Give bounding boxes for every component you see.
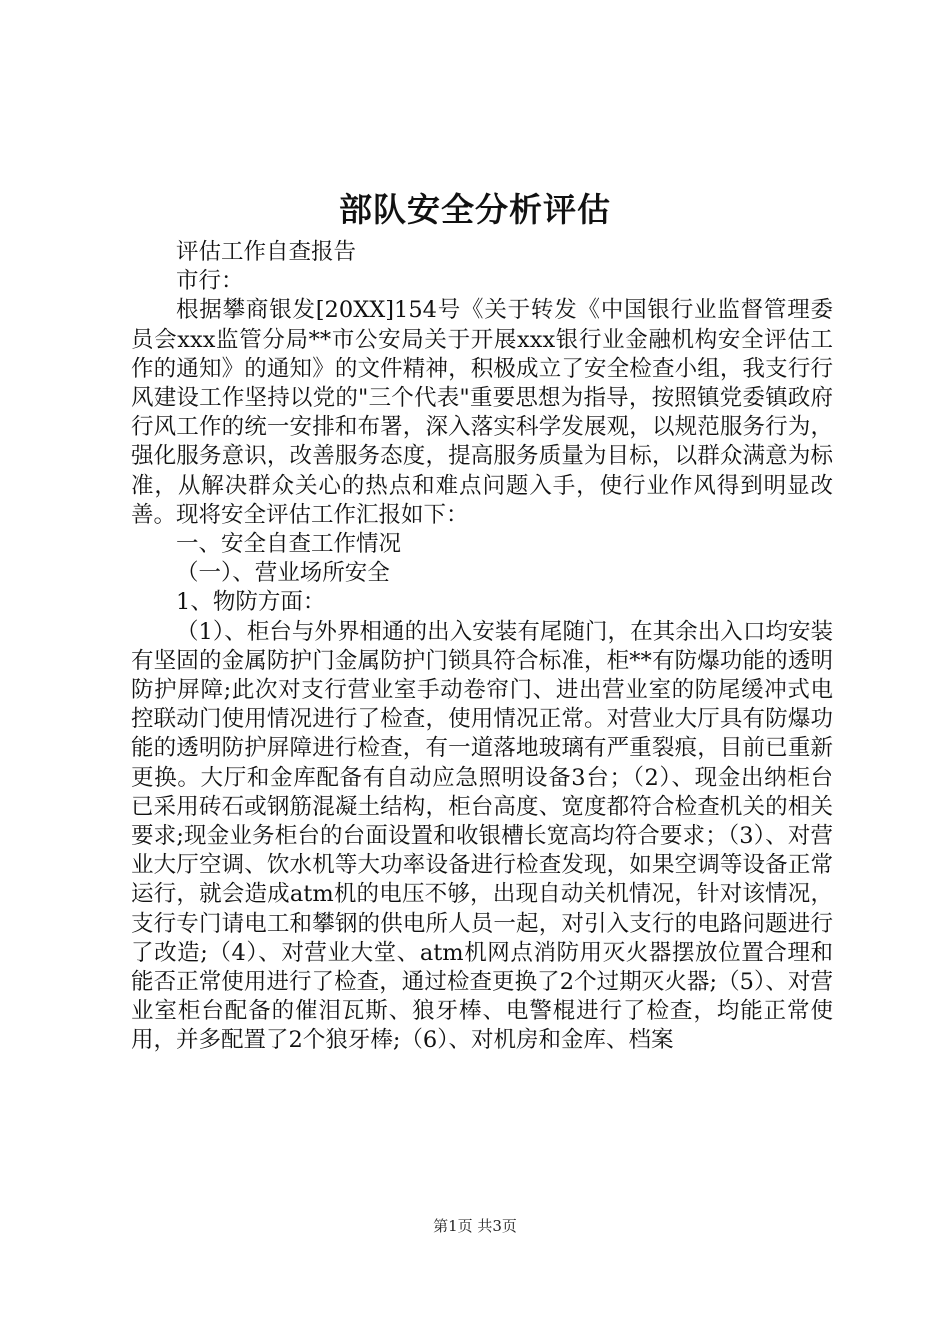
salutation: 市行： xyxy=(176,268,244,295)
document-title: 部队安全分析评估 xyxy=(339,190,611,229)
details-paragraph: （1）、柜台与外界相通的出入安装有尾随门，在其余出入口均安装有坚固的金属防护门金属防护门锁具符合标准，柜**有防爆功能的透明防护屏障;此次对支行营业室手动卷帘门、进出营业室的防尾缓冲式电控联动门使用情况进行了检查，使用情况正常。对营业大厅具有防爆功能的透明防护屏障进行检查，有一道落地玻璃有严重裂痕，目前已重新更换。大厅和金库配备有自动应急照明设备3台；（2）、现金出纳柜台已采用砖石或钢筋混凝土结构，柜台高度、宽度都符合检查机关的相关要求;现金业务柜台的台面设置和收银槽长宽高均符合要求；（3）、对营业大厅空调、饮水机等大功率设备进行检查发现，如果空调等设备正常运行，就会造成atm机的电压不够，出现自动关机情况，针对该情况，支行专门请电工和攀钢的供电所人员一起，对引入支行的电路问题进行了改造;（4）、对营业大堂、atm机网点消防用灭火器摆放位置合理和能否正常使用进行了检查，通过检查更换了2个过期灭火器;（5）、对营业室柜台配备的催泪瓦斯、狼牙棒、电警棍进行了检查，均能正常使用，并多配置了2个狼牙棒;（6）、对机房和金库、档案 xyxy=(131,618,833,1054)
item-heading: 1、物防方面： xyxy=(176,589,326,616)
section-heading: 一、安全自查工作情况 xyxy=(176,531,402,558)
document-body xyxy=(131,238,833,1056)
intro-paragraph: 根据攀商银发[20XX]154号《关于转发《中国银行业监督管理委员会xxx监管分局**市公安局关于开展xxx银行业金融机构安全评估工作的通知》的通知》的文件精神，积极成立了安全检查小组，我支行行风建设工作坚持以党的"三个代表"重要思想为指导，按照镇党委镇政府行风工作的统一安排和布署，深入落实科学发展观，以规范服务行为，强化服务意识，改善服务态度，提高服务质量为目标，以群众满意为标准，从解决群众关心的热点和难点问题入手，使行业作风得到明显改善。现将安全评估工作汇报如下： xyxy=(131,297,833,528)
subsection-heading: （一）、营业场所安全 xyxy=(176,560,390,587)
report-subtitle: 评估工作自查报告 xyxy=(176,239,357,265)
page-number-footer: 第1页 共3页 xyxy=(433,1217,517,1235)
